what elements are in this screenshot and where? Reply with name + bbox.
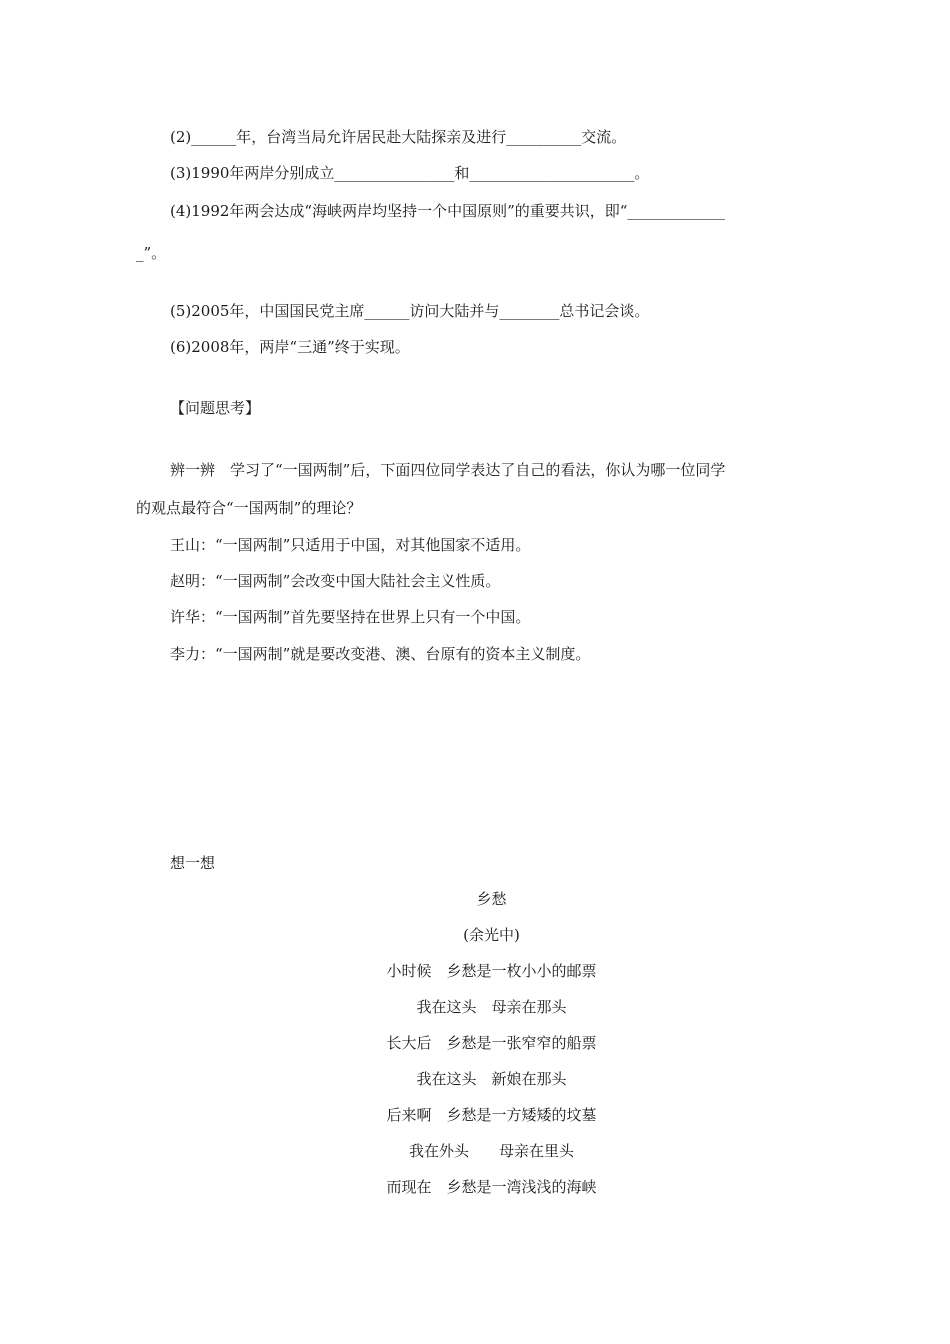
- poem-line: 我在这头 母亲在那头: [416, 998, 567, 1016]
- poem-author: (余光中): [463, 926, 520, 944]
- opinion-item: 李力：“一国两制”就是要改变港、澳、台原有的资本主义制度。: [170, 645, 591, 663]
- discussion-prompt-line1: 辨一辨 学习了“一国两制”后，下面四位同学表达了自己的看法，你认为哪一位同学: [170, 461, 726, 479]
- fill-blank-q4-line2: _”。: [136, 244, 167, 262]
- poem-section-label: 想一想: [170, 854, 216, 872]
- poem-line: 后来啊 乡愁是一方矮矮的坟墓: [386, 1106, 597, 1124]
- section-heading: 【问题思考】: [170, 399, 261, 417]
- poem-line: 我在这头 新娘在那头: [416, 1070, 567, 1088]
- fill-blank-q4-line1: (4)1992年两会达成“海峡两岸均坚持一个中国原则”的重要共识，即“_____________: [170, 202, 725, 220]
- fill-blank-q6: (6)2008年，两岸“三通”终于实现。: [170, 338, 410, 356]
- opinion-item: 王山：“一国两制”只适用于中国，对其他国家不适用。: [170, 536, 531, 554]
- poem-line: 长大后 乡愁是一张窄窄的船票: [386, 1034, 597, 1052]
- discussion-prompt-line2: 的观点最符合“一国两制”的理论？: [136, 499, 362, 517]
- poem-line: 小时候 乡愁是一枚小小的邮票: [386, 962, 597, 980]
- poem-line: 我在外头 母亲在里头: [408, 1142, 574, 1160]
- poem-title: 乡愁: [476, 890, 507, 908]
- opinion-item: 赵明：“一国两制”会改变中国大陆社会主义性质。: [170, 572, 501, 590]
- fill-blank-q3: (3)1990年两岸分别成立________________和______________________。: [170, 164, 650, 182]
- fill-blank-q5: (5)2005年，中国国民党主席______访问大陆并与________总书记会谈。: [170, 302, 650, 320]
- poem-line: 而现在 乡愁是一湾浅浅的海峡: [386, 1178, 597, 1196]
- fill-blank-q2: (2)______年，台湾当局允许居民赴大陆探亲及进行__________交流。: [170, 128, 627, 146]
- opinion-item: 许华：“一国两制”首先要坚持在世界上只有一个中国。: [170, 608, 531, 626]
